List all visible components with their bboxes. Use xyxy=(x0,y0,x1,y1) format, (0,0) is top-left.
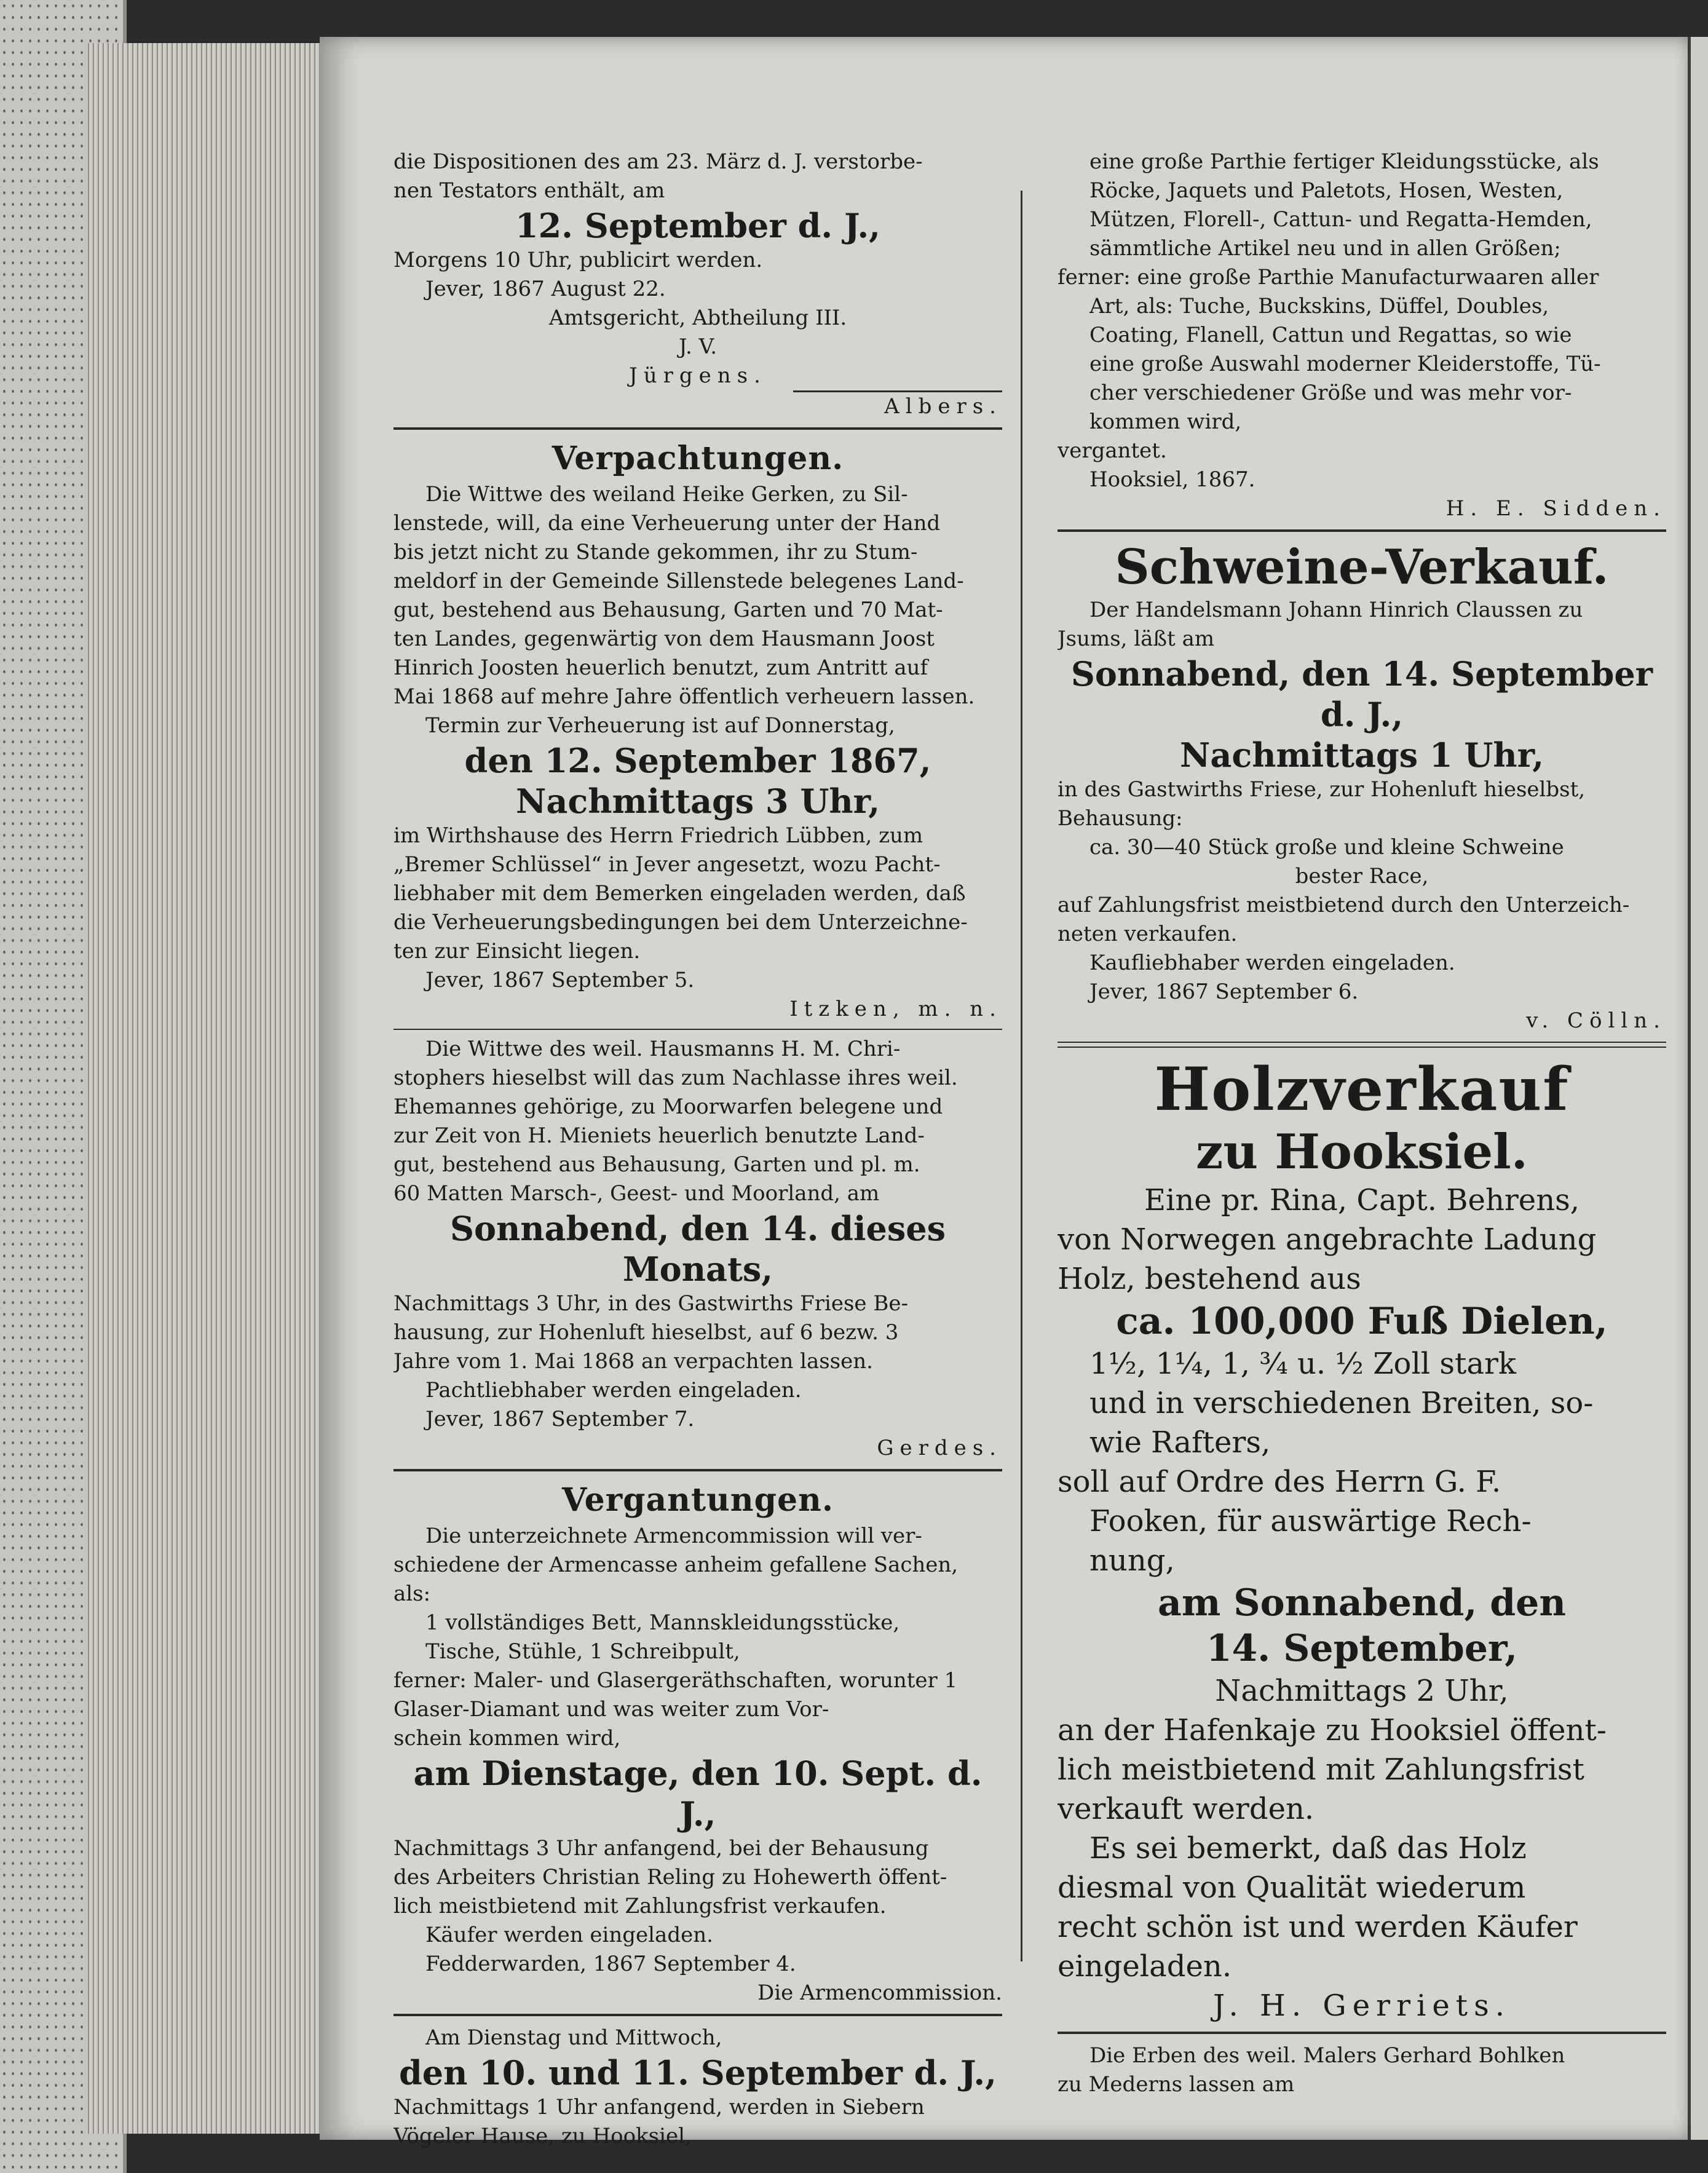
text-line: eingeladen. xyxy=(1058,1949,1232,1984)
text-line: ten zur Einsicht liegen. xyxy=(393,939,641,964)
text-line: cher verschiedener Größe und was mehr vor- xyxy=(1089,381,1572,405)
text-line: kommen wird, xyxy=(1089,410,1242,434)
text-line: vergantet. xyxy=(1058,438,1167,463)
text-line: gut, bestehend aus Behausung, Garten und 70 Mat- xyxy=(393,598,943,622)
page-stack-edge xyxy=(86,43,332,2134)
dienstag-notice xyxy=(393,2024,1002,2151)
text-line: nung, xyxy=(1089,1543,1175,1578)
signer: Itzken, m. n. xyxy=(789,997,1002,1021)
text-line: verkauft werden. xyxy=(1058,1792,1315,1826)
text-line: Der Handelsmann Johann Hinrich Claussen zu xyxy=(1089,598,1583,622)
text-line: eine große Parthie fertiger Kleidungsstücke, als xyxy=(1089,149,1599,174)
item-line: bester Race, xyxy=(1295,864,1429,889)
text-line: hausung, zur Hohenluft hieselbst, auf 6 bezw. 3 xyxy=(393,1320,899,1345)
text-line: zur Zeit von H. Mieniets heuerlich benutzte Land- xyxy=(393,1123,925,1148)
amount-heading: ca. 100,000 Fuß Dielen, xyxy=(1116,1300,1608,1343)
text-line: Art, als: Tuche, Buckskins, Düffel, Doubles, xyxy=(1089,294,1549,319)
signer: Jürgens. xyxy=(629,363,767,388)
clothing-auction-continuation xyxy=(1058,148,1666,523)
section-rule xyxy=(393,1029,1002,1030)
place-date: Jever, 1867 September 7. xyxy=(425,1407,695,1431)
text-line: Die Erben des weil. Malers Gerhard Bohlken xyxy=(1089,2043,1565,2068)
text-line: ten Landes, gegenwärtig von dem Hausmann Joost xyxy=(393,627,935,651)
date-heading: 12. September d. J., xyxy=(515,206,880,245)
text-line: gut, bestehend aus Behausung, Garten und pl. m. xyxy=(393,1152,920,1177)
date-heading: Sonnabend, den 14. dieses Monats, xyxy=(450,1209,946,1289)
text-line: Vögeler Hause, zu Hooksiel, xyxy=(393,2124,692,2148)
text-line: als: xyxy=(393,1581,431,1606)
place-date: Fedderwarden, 1867 September 4. xyxy=(425,1952,796,1976)
text-line: liebhaber mit dem Bemerken eingeladen werden, daß xyxy=(393,881,966,906)
text-line: wie Rafters, xyxy=(1089,1425,1271,1460)
section-rule xyxy=(1058,1042,1666,1048)
text-line: schein kommen wird, xyxy=(393,1726,621,1751)
text-line: des Arbeiters Christian Reling zu Hohewerth öffent- xyxy=(393,1865,947,1890)
date-heading: Sonnabend, den 14. September d. J., xyxy=(1070,654,1653,734)
text-line: und in verschiedenen Breiten, so- xyxy=(1089,1386,1594,1420)
signer: Albers. xyxy=(884,394,1002,419)
text-line: Hinrich Joosten heuerlich benutzt, zum Antritt auf xyxy=(393,655,928,680)
testament-notice xyxy=(393,148,1002,421)
text-line: Behausung: xyxy=(1058,806,1183,831)
text-line: Morgens 10 Uhr, publicirt werden. xyxy=(393,248,763,272)
text-line: Jsums, läßt am xyxy=(1058,627,1215,651)
text-line: recht schön ist und werden Käufer xyxy=(1058,1910,1578,1944)
section-rule xyxy=(393,2014,1002,2016)
signer: H. E. Sidden. xyxy=(1445,496,1666,521)
adjacent-page-edge xyxy=(1688,37,1708,2140)
text-line: Coating, Flanell, Cattun und Regattas, so wie xyxy=(1089,323,1572,347)
text-line: Holz, bestehend aus xyxy=(1058,1262,1361,1296)
signer: Die Armencommission. xyxy=(757,1981,1002,2005)
section-heading: Vergantungen. xyxy=(562,1481,834,1519)
iv-mark: J. V. xyxy=(678,334,718,359)
schweine-verkauf-section xyxy=(1058,539,1666,1035)
date-heading: am Dienstage, den 10. Sept. d. J., xyxy=(413,1754,982,1834)
date-heading: den 12. September 1867, xyxy=(464,741,931,780)
holzverkauf-section xyxy=(1058,1055,1666,2025)
text-line: 60 Matten Marsch-, Geest- und Moorland, am xyxy=(393,1181,880,1206)
time-heading: Nachmittags 3 Uhr, xyxy=(515,782,880,821)
text-line: ferner: Maler- und Glasergeräthschaften, worunter 1 xyxy=(393,1668,958,1693)
text-line: an der Hafenkaje zu Hooksiel öffent- xyxy=(1058,1713,1607,1748)
section-heading: Holzverkauf xyxy=(1154,1055,1570,1124)
signer: J. H. Gerriets. xyxy=(1213,1989,1511,2023)
text-line: diesmal von Qualität wiederum xyxy=(1058,1870,1526,1905)
signer: v. Cölln. xyxy=(1526,1008,1666,1033)
text-line: in des Gastwirths Friese, zur Hohenluft hieselbst, xyxy=(1058,777,1586,802)
item-line: Tische, Stühle, 1 Schreibpult, xyxy=(425,1639,740,1664)
text-line: bis jetzt nicht zu Stande gekommen, ihr zu Stum- xyxy=(393,540,918,564)
item-line: 1 vollständiges Bett, Mannskleidungsstücke, xyxy=(425,1610,900,1635)
place-date: Hooksiel, 1867. xyxy=(1089,467,1255,492)
text-line: Mützen, Florell-, Cattun- und Regatta-Hemden, xyxy=(1089,207,1592,232)
section-heading: Verpachtungen. xyxy=(552,440,844,477)
place-date: Jever, 1867 August 22. xyxy=(425,277,666,301)
text-line: Die Wittwe des weil. Hausmanns H. M. Chri- xyxy=(425,1037,901,1061)
text-line: Pachtliebhaber werden eingeladen. xyxy=(425,1378,802,1403)
text-line: zu Mederns lassen am xyxy=(1058,2072,1295,2097)
text-line: die Verheuerungsbedingungen bei dem Unterzeichne- xyxy=(393,910,968,935)
section-heading: Schweine-Verkauf. xyxy=(1115,539,1609,595)
place-date: Jever, 1867 September 5. xyxy=(425,968,695,992)
left-column xyxy=(393,148,1002,2148)
text-line: die Dispositionen des am 23. März d. J. verstorbe- xyxy=(393,149,923,174)
text-line: Nachmittags 1 Uhr anfangend, werden in Siebern xyxy=(393,2095,925,2120)
text-line: Jahre vom 1. Mai 1868 an verpachten lassen. xyxy=(393,1349,873,1374)
date-heading: am Sonnabend, den xyxy=(1158,1581,1566,1625)
text-line: stophers hieselbst will das zum Nachlasse ihres weil. xyxy=(393,1066,958,1090)
text-line: Fooken, für auswärtige Rech- xyxy=(1089,1504,1532,1538)
text-line: Nachmittags 3 Uhr, in des Gastwirths Friese Be- xyxy=(393,1291,908,1316)
court-name: Amtsgericht, Abtheilung III. xyxy=(548,306,847,330)
text-line: Käufer werden eingeladen. xyxy=(425,1923,713,1947)
text-line: Eine pr. Rina, Capt. Behrens, xyxy=(1144,1183,1580,1217)
text-line: sämmtliche Artikel neu und in allen Größen; xyxy=(1089,236,1561,261)
text-line: Kaufliebhaber werden eingeladen. xyxy=(1089,951,1455,975)
text-line: soll auf Ordre des Herrn G. F. xyxy=(1058,1465,1501,1499)
time-heading: Nachmittags 1 Uhr, xyxy=(1179,735,1544,775)
text-line: Am Dienstag und Mittwoch, xyxy=(425,2025,722,2050)
section-rule xyxy=(393,1469,1002,1471)
text-line: Röcke, Jaquets und Paletots, Hosen, Westen, xyxy=(1089,178,1564,203)
text-line: 1½, 1¼, 1, ¾ u. ½ Zoll stark xyxy=(1089,1347,1516,1381)
bohlken-notice xyxy=(1058,2041,1666,2099)
time-line: Nachmittags 2 Uhr, xyxy=(1215,1674,1509,1708)
text-line: Nachmittags 3 Uhr anfangend, bei der Behausung xyxy=(393,1836,929,1861)
text-line: meldorf in der Gemeinde Sillenstede belegenes Land- xyxy=(393,569,964,593)
right-column xyxy=(1058,148,1666,2099)
text-line: Die Wittwe des weiland Heike Gerken, zu Sil- xyxy=(425,482,908,507)
date-heading: den 10. und 11. September d. J., xyxy=(399,2053,997,2092)
section-rule xyxy=(1058,529,1666,532)
text-line: Ehemannes gehörige, zu Moorwarfen belegene und xyxy=(393,1094,943,1119)
text-line: Glaser-Diamant und was weiter zum Vor- xyxy=(393,1697,829,1722)
text-line: Mai 1868 auf mehre Jahre öffentlich verheuern lassen. xyxy=(393,684,975,709)
text-line: auf Zahlungsfrist meistbietend durch den Unterzeich- xyxy=(1058,893,1630,917)
text-line: Die unterzeichnete Armencommission will ver- xyxy=(425,1524,922,1548)
signer: Gerdes. xyxy=(877,1436,1002,1460)
item-line: ca. 30—40 Stück große und kleine Schweine xyxy=(1089,835,1564,860)
text-line: lenstede, will, da eine Verheuerung unter der Hand xyxy=(393,511,941,536)
verpachtungen-section xyxy=(393,437,1002,1024)
text-line: lich meistbietend mit Zahlungsfrist verkaufen. xyxy=(393,1894,887,1918)
text-line: neten verkaufen. xyxy=(1058,922,1238,946)
vergantungen-section xyxy=(393,1479,1002,2008)
text-line: im Wirthshause des Herrn Friedrich Lübben, zum xyxy=(393,823,923,848)
section-subheading: zu Hooksiel. xyxy=(1196,1124,1528,1180)
section-rule xyxy=(393,427,1002,430)
text-line: „Bremer Schlüssel“ in Jever angesetzt, wozu Pacht- xyxy=(393,852,941,877)
text-line: eine große Auswahl moderner Kleiderstoffe, Tü- xyxy=(1089,352,1601,376)
column-divider xyxy=(1021,191,1022,1961)
christophers-notice xyxy=(393,1035,1002,1463)
text-line: von Norwegen angebrachte Ladung xyxy=(1058,1222,1597,1257)
text-line: nen Testators enthält, am xyxy=(393,178,665,203)
text-line: Termin zur Verheuerung ist auf Donnerstag, xyxy=(425,713,895,738)
text-line: ferner: eine große Parthie Manufacturwaaren aller xyxy=(1058,265,1599,290)
place-date: Jever, 1867 September 6. xyxy=(1089,980,1359,1004)
date-heading: 14. September, xyxy=(1206,1627,1518,1670)
section-rule xyxy=(1058,2032,1666,2034)
text-line: Es sei bemerkt, daß das Holz xyxy=(1089,1831,1527,1866)
text-line: schiedene der Armencasse anheim gefallene Sachen, xyxy=(393,1553,959,1577)
text-line: lich meistbietend mit Zahlungsfrist xyxy=(1058,1752,1584,1787)
